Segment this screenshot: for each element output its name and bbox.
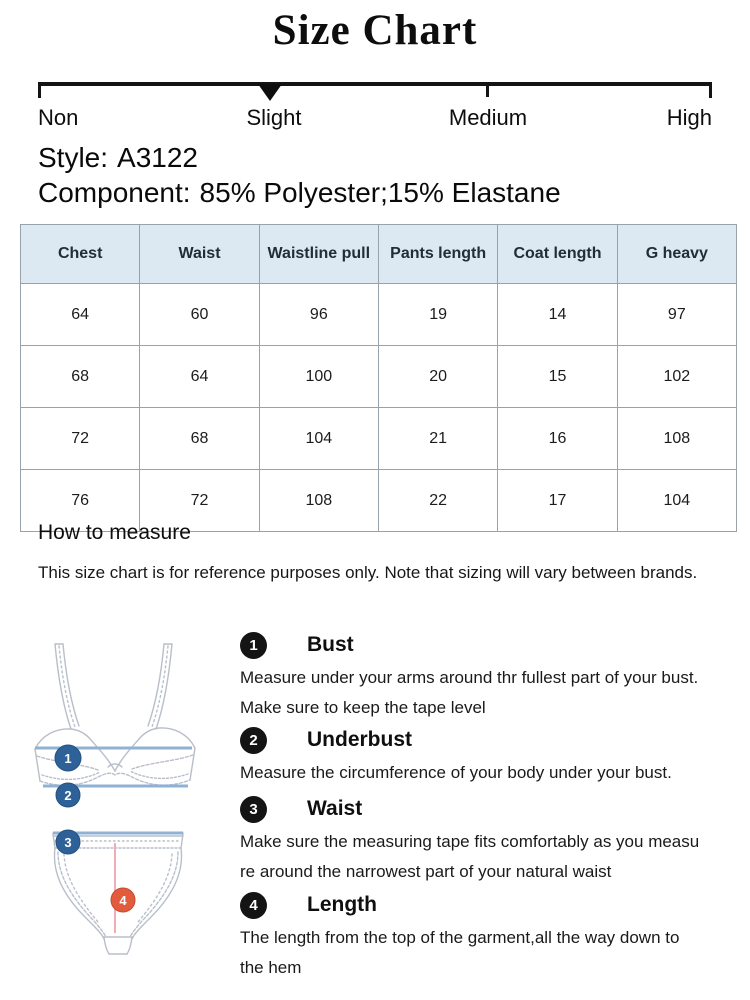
page-title: Size Chart [272, 7, 478, 54]
size-cell: 21 [378, 408, 497, 470]
scale-label-high: High [666, 105, 712, 130]
column-header-pants-length: Pants length [378, 225, 497, 284]
size-cell: 108 [617, 408, 736, 470]
component-value: 85% Polyester;15% Elastane [199, 177, 561, 208]
style-value: A3122 [117, 142, 198, 173]
marker-3-number: 3 [64, 835, 72, 850]
step-2-badge-icon: 2 [240, 727, 267, 754]
scale-label-slight: Slight [246, 105, 302, 130]
measure-item-text: Measure the circumference of your body under your bust. [240, 763, 672, 782]
scale-tick-medium [486, 82, 489, 97]
column-header-chest: Chest [21, 225, 140, 284]
column-header-waist: Waist [140, 225, 259, 284]
measure-item-text: the hem [240, 958, 302, 977]
measure-item-title: Waist [307, 797, 363, 820]
size-cell: 60 [140, 284, 259, 346]
marker-2-number: 2 [64, 788, 72, 803]
component-label: Component: [38, 177, 191, 208]
disclaimer-text: This size chart is for reference purposes only. Note that sizing will vary between brands. [38, 563, 698, 582]
size-cell: 72 [140, 470, 259, 532]
size-cell: 102 [617, 346, 736, 408]
size-cell: 64 [21, 284, 140, 346]
size-cell: 68 [140, 408, 259, 470]
measure-item-header [240, 795, 730, 823]
size-cell: 108 [259, 470, 378, 532]
measure-item-length [240, 891, 730, 983]
how-to-measure-heading: How to measure [38, 521, 191, 544]
scale-label-non: Non [38, 105, 79, 130]
size-cell: 17 [498, 470, 617, 532]
table-row [21, 346, 737, 408]
table-row [21, 284, 737, 346]
component-line [38, 177, 561, 209]
measure-item-underbust [240, 726, 730, 788]
measure-item-text: re around the narrowest part of your natural waist [240, 862, 612, 881]
column-header-g-heavy: G heavy [617, 225, 736, 284]
column-header-waistline-pull: Waistline pull [259, 225, 378, 284]
measure-item-waist [240, 795, 730, 887]
scale-tick-right [709, 82, 712, 98]
size-cell: 76 [21, 470, 140, 532]
style-line [38, 142, 198, 174]
scale-pointer-icon [258, 84, 282, 101]
style-label: Style: [38, 142, 109, 173]
size-cell: 97 [617, 284, 736, 346]
measure-item-title: Length [307, 893, 377, 916]
size-cell: 22 [378, 470, 497, 532]
size-cell: 15 [498, 346, 617, 408]
size-cell: 96 [259, 284, 378, 346]
measure-item-title: Underbust [307, 728, 412, 751]
step-4-badge-icon: 4 [240, 892, 267, 919]
measure-item-header [240, 726, 730, 754]
measure-item-text: Make sure to keep the tape level [240, 698, 486, 717]
size-cell: 16 [498, 408, 617, 470]
column-header-coat-length: Coat length [498, 225, 617, 284]
size-cell: 64 [140, 346, 259, 408]
size-table-header-row [21, 225, 737, 284]
marker-1-number: 1 [64, 751, 72, 766]
size-cell: 100 [259, 346, 378, 408]
step-1-badge-icon: 1 [240, 632, 267, 659]
size-cell: 68 [21, 346, 140, 408]
scale-label-medium: Medium [448, 105, 528, 130]
measure-item-text: The length from the top of the garment,all the way down to [240, 928, 680, 947]
measure-item-text: Make sure the measuring tape fits comfortably as you measu [240, 832, 700, 851]
scale-tick-left [38, 82, 41, 98]
lingerie-measure-illustration-icon [28, 636, 213, 986]
marker-4-number: 4 [119, 893, 127, 908]
size-cell: 104 [259, 408, 378, 470]
size-cell: 20 [378, 346, 497, 408]
measure-item-text: Measure under your arms around thr fullest part of your bust. [240, 668, 699, 687]
size-cell: 72 [21, 408, 140, 470]
measure-item-bust [240, 631, 730, 723]
measure-item-title: Bust [307, 633, 354, 656]
table-row [21, 408, 737, 470]
scale-axis-line [38, 82, 712, 86]
measure-item-header [240, 631, 730, 659]
size-cell: 104 [617, 470, 736, 532]
measure-item-header [240, 891, 730, 919]
size-cell: 14 [498, 284, 617, 346]
step-3-badge-icon: 3 [240, 796, 267, 823]
size-cell: 19 [378, 284, 497, 346]
size-table [20, 224, 737, 532]
